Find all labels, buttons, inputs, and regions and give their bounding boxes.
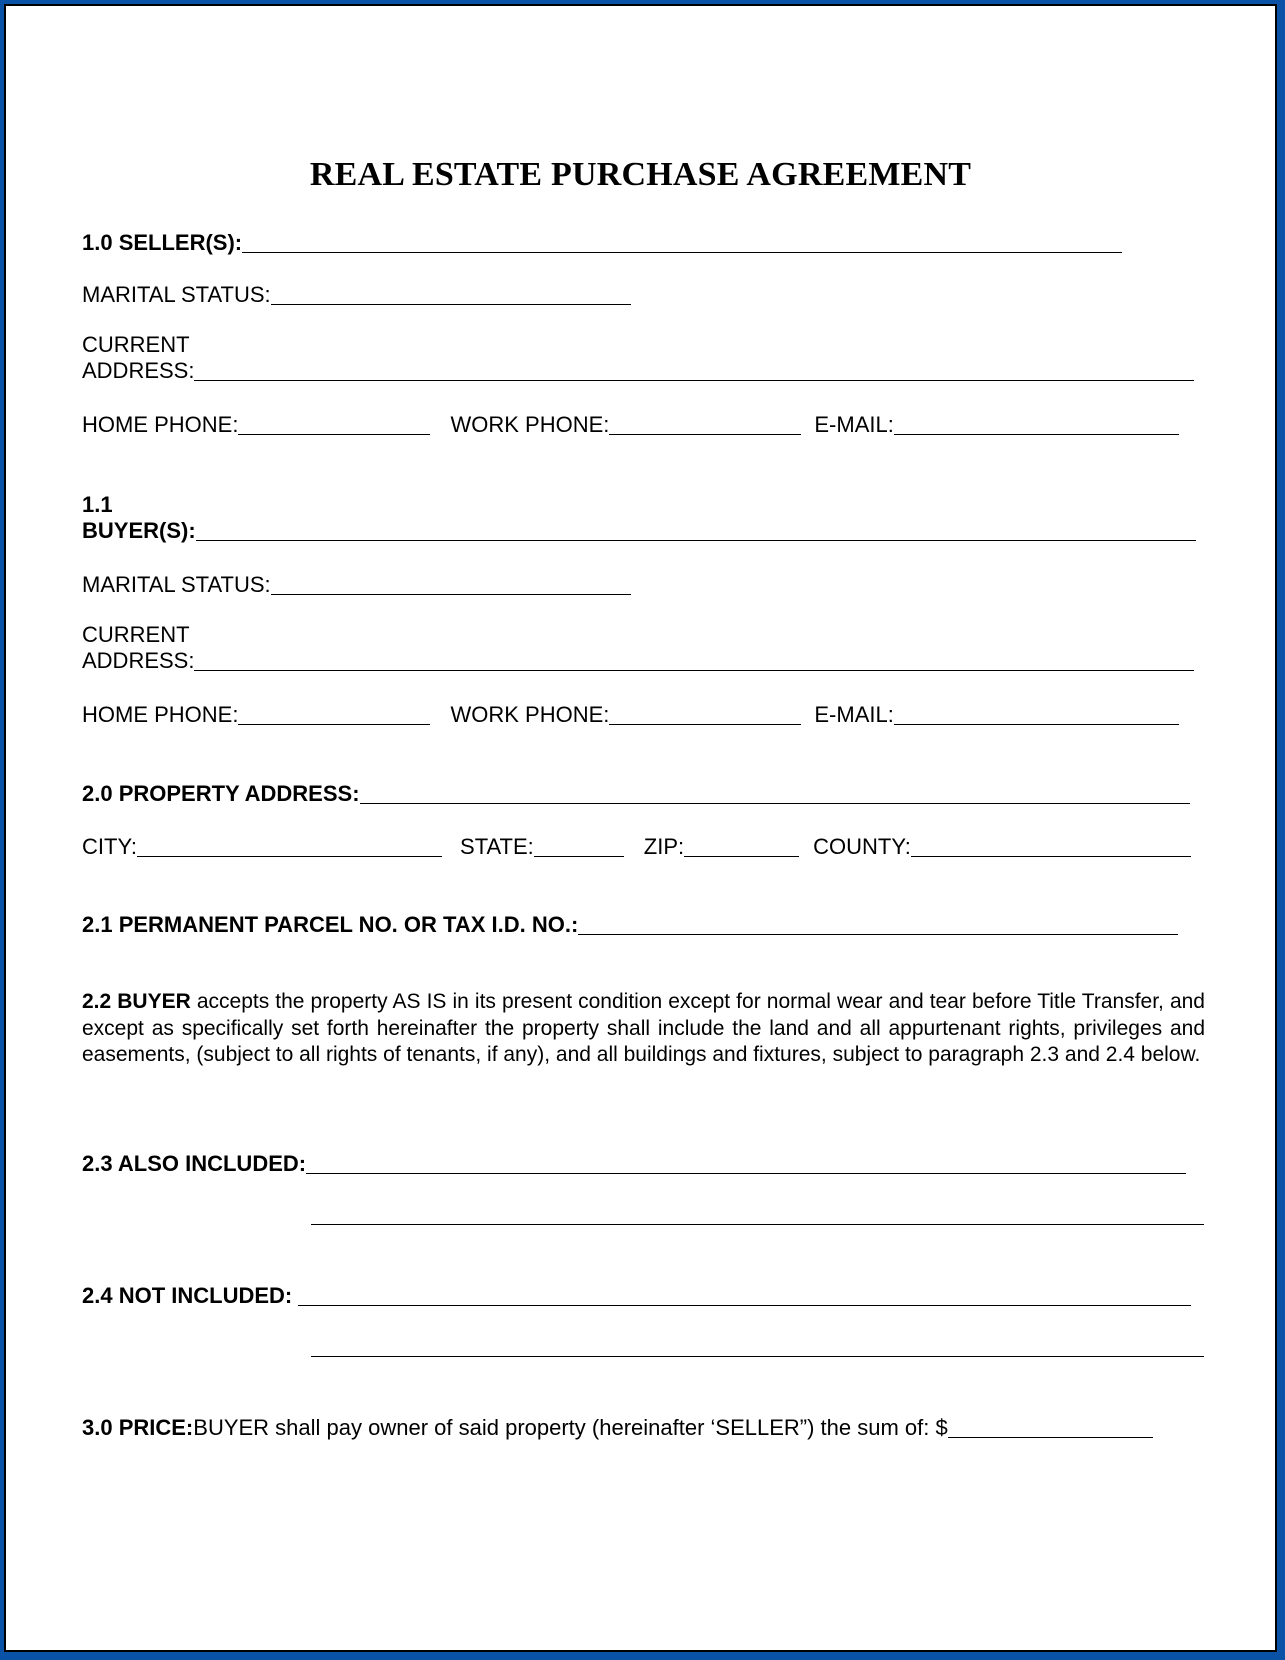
property-address-row [82, 781, 1190, 807]
city-field[interactable] [137, 836, 442, 857]
seller-label: 1.0 SELLER(S): [82, 230, 243, 255]
zip-label: ZIP: [643, 834, 685, 859]
seller-name-field[interactable] [242, 232, 1122, 253]
price-text: BUYER shall pay owner of said property (hereinafter ‘SELLER”) the sum of: $ [193, 1415, 948, 1440]
buyer-name-field[interactable] [196, 520, 1196, 541]
buyer-marital-status-label: MARITAL STATUS: [82, 572, 271, 597]
buyer-work-phone-label: WORK PHONE: [450, 702, 610, 727]
buyer-contact-row [82, 702, 1179, 728]
property-address-field[interactable] [360, 783, 1190, 804]
price-row [82, 1415, 1153, 1441]
condition-text: accepts the property AS IS in its present condition except for normal wear and tear before Title Transfer, and except as specifically set forth hereinafter the property shall include the land and all appurtenant rights, privileges and easements, (subject to all rights of tenants, if any), and all buildings and fixtures, subject to paragraph 2.3 and 2.4 below. [82, 990, 1205, 1066]
seller-contact-row [82, 412, 1179, 438]
parcel-label: 2.1 PERMANENT PARCEL NO. OR TAX I.D. NO.: [82, 912, 579, 937]
seller-email-label: E-MAIL: [814, 412, 894, 437]
buyer-work-phone-field[interactable] [609, 704, 801, 725]
also-included-field-2[interactable] [311, 1204, 1204, 1225]
buyer-home-phone-label: HOME PHONE: [82, 702, 239, 727]
seller-work-phone-label: WORK PHONE: [450, 412, 610, 437]
buyer-section-number: 1.1 [82, 492, 113, 517]
document-title: REAL ESTATE PURCHASE AGREEMENT [309, 156, 972, 193]
price-label: 3.0 PRICE: [82, 1415, 194, 1440]
buyer-address-label: ADDRESS: [82, 648, 195, 673]
seller-address-label: ADDRESS: [82, 358, 195, 383]
not-included-field-1[interactable] [298, 1285, 1191, 1306]
seller-marital-status-field[interactable] [271, 284, 631, 305]
buyer-label: BUYER(S): [82, 518, 196, 543]
parcel-row [82, 912, 1178, 938]
buyer-current-label: CURRENT [82, 622, 190, 647]
also-included-row [82, 1151, 1186, 1177]
seller-marital-status-label: MARITAL STATUS: [82, 282, 271, 307]
zip-field[interactable] [684, 836, 799, 857]
seller-current-label: CURRENT [82, 332, 190, 357]
parcel-number-field[interactable] [578, 914, 1178, 935]
buyer-email-field[interactable] [894, 704, 1179, 725]
county-label: COUNTY: [813, 834, 911, 859]
county-field[interactable] [911, 836, 1191, 857]
not-included-label: 2.4 NOT INCLUDED: [82, 1283, 293, 1308]
not-included-field-2[interactable] [311, 1336, 1204, 1357]
buyer-address-field[interactable] [194, 650, 1194, 671]
state-field[interactable] [534, 836, 624, 857]
seller-marital-row [82, 282, 631, 308]
seller-home-phone-label: HOME PHONE: [82, 412, 239, 437]
buyer-row [82, 492, 1196, 544]
city-label: CITY: [82, 834, 138, 859]
seller-address-row [82, 332, 1194, 384]
not-included-row-2 [311, 1336, 1204, 1360]
also-included-row-2 [311, 1204, 1204, 1228]
seller-home-phone-field[interactable] [238, 414, 430, 435]
seller-address-field[interactable] [194, 360, 1194, 381]
seller-row [82, 230, 1122, 256]
property-address-label: 2.0 PROPERTY ADDRESS: [82, 781, 360, 806]
purchase-agreement-form [6, 6, 1275, 1650]
condition-lead: 2.2 BUYER [82, 990, 191, 1013]
buyer-marital-row [82, 572, 631, 598]
also-included-field-1[interactable] [306, 1153, 1186, 1174]
buyer-email-label: E-MAIL: [814, 702, 894, 727]
price-amount-field[interactable] [948, 1417, 1153, 1438]
seller-work-phone-field[interactable] [609, 414, 801, 435]
property-location-row [82, 834, 1191, 860]
seller-email-field[interactable] [894, 414, 1179, 435]
state-label: STATE: [460, 834, 534, 859]
document-page [4, 4, 1277, 1652]
buyer-marital-status-field[interactable] [271, 574, 631, 595]
not-included-row [82, 1283, 1191, 1309]
condition-paragraph [82, 989, 1205, 1069]
also-included-label: 2.3 ALSO INCLUDED: [82, 1151, 307, 1176]
buyer-home-phone-field[interactable] [238, 704, 430, 725]
buyer-address-row [82, 622, 1194, 674]
